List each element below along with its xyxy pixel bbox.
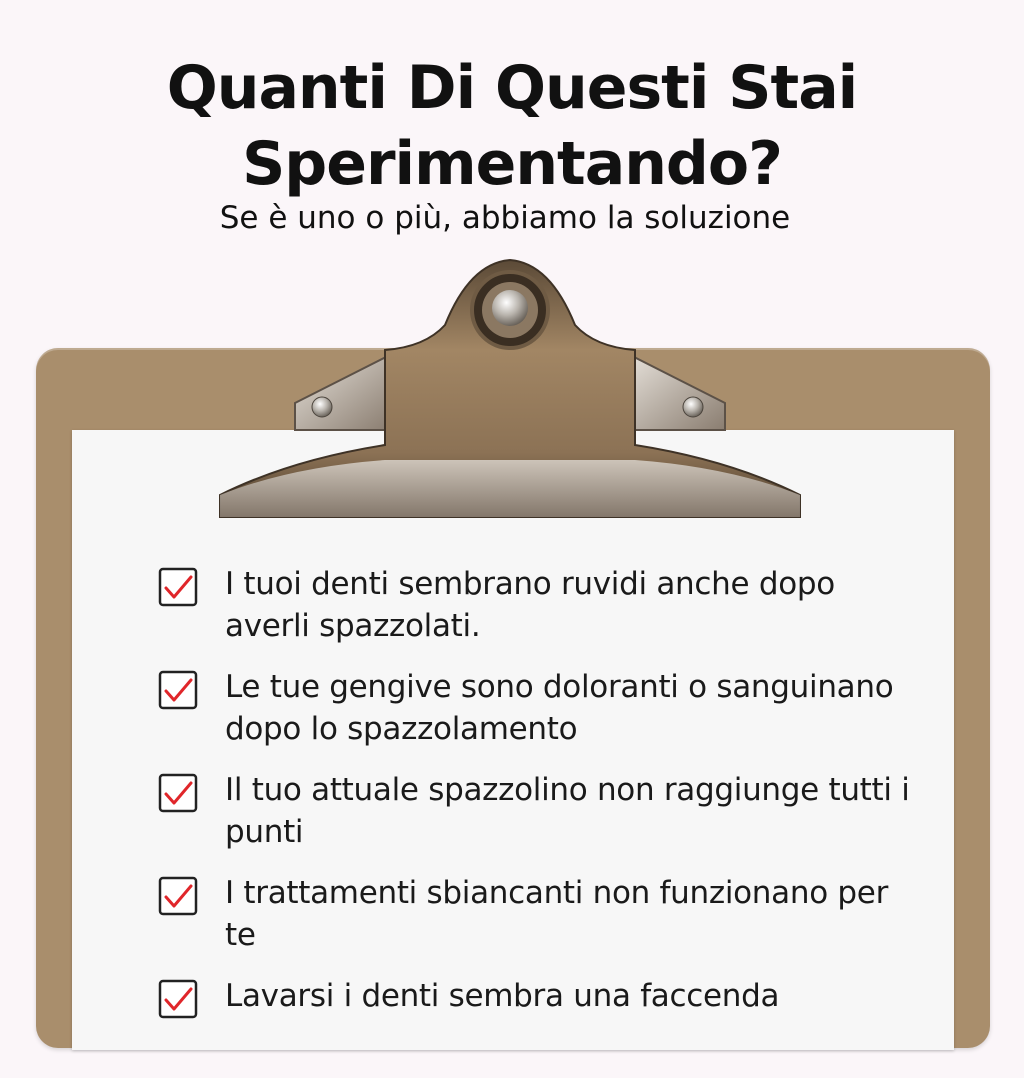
list-item	[155, 563, 915, 666]
checklist-item-text: Le tue gengive sono doloranti o sanguinano dopo lo spazzolamento	[225, 669, 894, 747]
list-item	[155, 769, 915, 872]
clipboard-clip-icon	[210, 255, 810, 525]
checked-box-icon	[158, 876, 198, 916]
checklist-item-text: Il tuo attuale spazzolino non raggiunge tutti i punti	[225, 772, 910, 850]
checklist-item-text: I trattamenti sbiancanti non funzionano per te	[225, 875, 889, 953]
list-item	[155, 975, 915, 1078]
checklist-item-text: Lavarsi i denti sembra una faccenda	[225, 978, 780, 1014]
page-title	[0, 50, 1024, 202]
list-item	[155, 872, 915, 975]
symptom-checklist	[155, 563, 915, 1078]
subtitle: Se è uno o più, abbiamo la soluzione	[219, 200, 791, 236]
list-item	[155, 666, 915, 769]
checked-box-icon	[158, 773, 198, 813]
checked-box-icon	[158, 979, 198, 1019]
checklist-item-text: I tuoi denti sembrano ruvidi anche dopo averli spazzolati.	[225, 566, 835, 644]
page-title-line-1: Quanti Di Questi Stai	[166, 53, 858, 123]
checked-box-icon	[158, 670, 198, 710]
checked-box-icon	[158, 567, 198, 607]
page-title-line-2: Sperimentando?	[242, 129, 782, 199]
